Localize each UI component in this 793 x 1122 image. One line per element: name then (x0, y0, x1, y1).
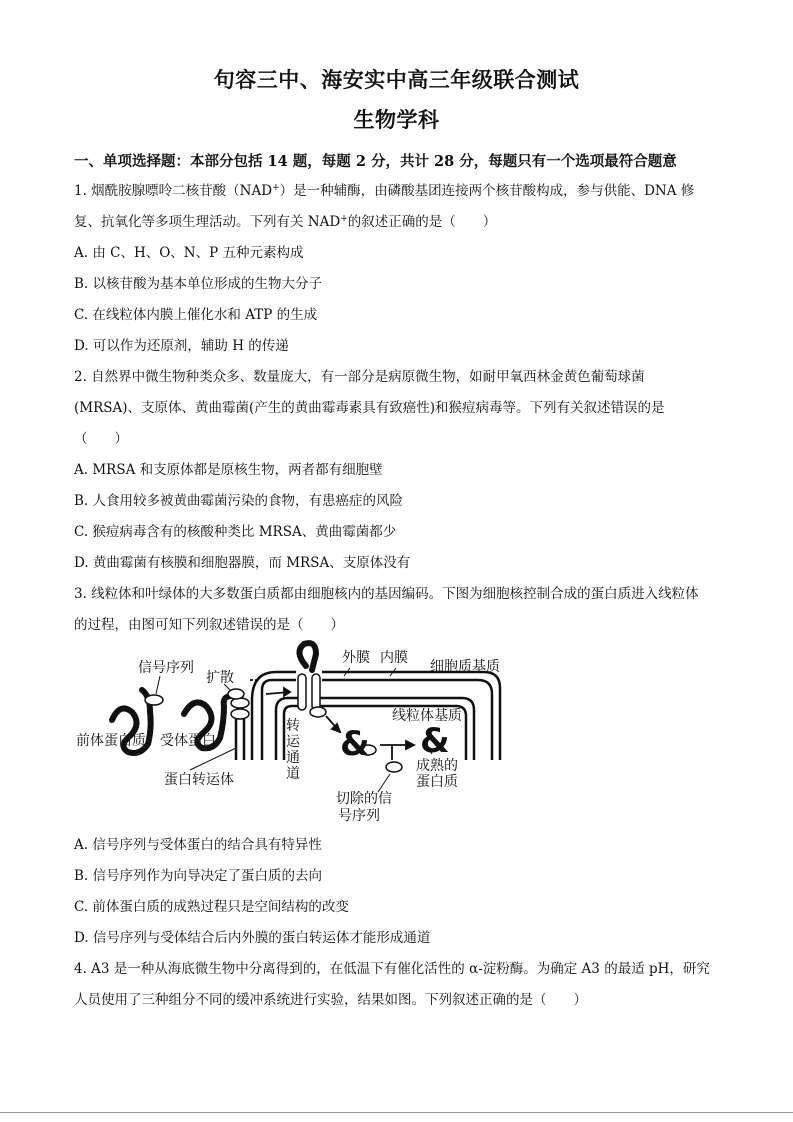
page-bottom-rule (0, 1112, 793, 1113)
label-precursor-protein: 前体蛋白质 (76, 733, 146, 749)
q2-option-a: A. MRSA 和支原体都是原核生物，两者都有细胞壁 (74, 462, 383, 478)
label-cytoplasm-matrix: 细胞质基质 (430, 659, 500, 675)
q1-stem-line1: 1. 烟酰胺腺嘌呤二核苷酸（NAD+）是一种辅酶，由磷酸基团连接两个核苷酸构成，参与供能、DNA 修 (74, 183, 695, 199)
q3-option-d: D. 信号序列与受体结合后内外膜的蛋白转运体才能形成通道 (74, 930, 431, 946)
q1-stem-line2: 复、抗氧化等多项生理活动。下列有关 NAD+的叙述正确的是（ ） (74, 214, 497, 230)
label-mito-matrix: 线粒体基质 (392, 708, 462, 724)
q3-option-c: C. 前体蛋白质的成熟过程只是空间结构的改变 (74, 899, 349, 915)
page-title: 句容三中、海安实中高三年级联合测试 (213, 67, 580, 92)
q3-option-a: A. 信号序列与受体蛋白的结合具有特异性 (74, 837, 322, 853)
label-diffuse: 扩散 (206, 670, 234, 686)
label-channel-1: 转 (286, 718, 300, 734)
q4-stem-line2: 人员使用了三种组分不同的缓冲系统进行实验，结果如图。下列叙述正确的是（ ） (74, 992, 587, 1008)
q1-option-a: A. 由 C、H、O、N、P 五种元素构成 (74, 245, 304, 261)
label-receptor-protein: 受体蛋白 (160, 733, 216, 749)
q2-stem-line1: 2. 自然界中微生物种类众多、数量庞大，有一部分是病原微生物，如耐甲氧西林金黄色葡萄球菌 (74, 369, 645, 385)
label-channel-3: 通 (286, 750, 300, 766)
subject-title: 生物学科 (353, 107, 440, 132)
label-inner-membrane: 内膜 (380, 650, 408, 666)
processed-protein-symbol: & (340, 724, 370, 764)
protein-in-channel (299, 643, 316, 670)
mature-protein-symbol: & (420, 721, 450, 761)
label-outer-membrane: 外膜 (342, 650, 370, 666)
q1-option-b: B. 以核苷酸为基本单位形成的生物大分子 (74, 276, 323, 292)
label-mature-line1: 成熟的 (416, 758, 458, 774)
q2-option-c: C. 猴痘病毒含有的核酸种类比 MRSA、黄曲霉菌都少 (74, 524, 397, 540)
label-cut-signal-line1: 切除的信 (336, 791, 392, 807)
label-protein-transporter: 蛋白转运体 (164, 772, 234, 788)
label-channel-2: 运 (286, 734, 300, 750)
q2-option-b: B. 人食用较多被黄曲霉菌污染的食物，有患癌症的风险 (74, 493, 404, 509)
q4-stem-line1: 4. A3 是一种从海底微生物中分离得到的，在低温下有催化活性的 α-淀粉酶。为确定 A3 的最适 pH，研究 (74, 961, 710, 977)
section-heading: 一、单项选择题：本部分包括 14 题，每题 2 分，共计 28 分，每题只有一个选项最符合题意 (74, 153, 677, 170)
q2-option-d: D. 黄曲霉菌有核膜和细胞器膜，而 MRSA、支原体没有 (74, 555, 411, 571)
label-cut-signal-line2: 号序列 (338, 808, 380, 824)
signal-sequence-shape (145, 695, 163, 705)
q3-option-b: B. 信号序列作为向导决定了蛋白质的去向 (74, 868, 323, 884)
q1-option-d: D. 可以作为还原剂，辅助 H 的传递 (74, 338, 289, 354)
label-signal-sequence: 信号序列 (138, 660, 194, 676)
q3-stem-line1: 3. 线粒体和叶绿体的大多数蛋白质都由细胞核内的基因编码。下图为细胞核控制合成的蛋白质进入线粒体 (74, 586, 699, 602)
label-mature-line2: 蛋白质 (416, 774, 458, 790)
q1-option-c: C. 在线粒体内膜上催化水和 ATP 的生成 (74, 307, 318, 323)
q3-stem-line2: 的过程，由图可知下列叙述错误的是（ ） (74, 617, 344, 633)
label-channel-4: 道 (286, 766, 300, 782)
q2-stem-line2: (MRSA)、支原体、黄曲霉菌(产生的黄曲霉毒素具有致癌性)和猴痘病毒等。下列有关叙述错误的是 (74, 400, 665, 416)
q2-stem-line3: （ ） (74, 431, 128, 447)
